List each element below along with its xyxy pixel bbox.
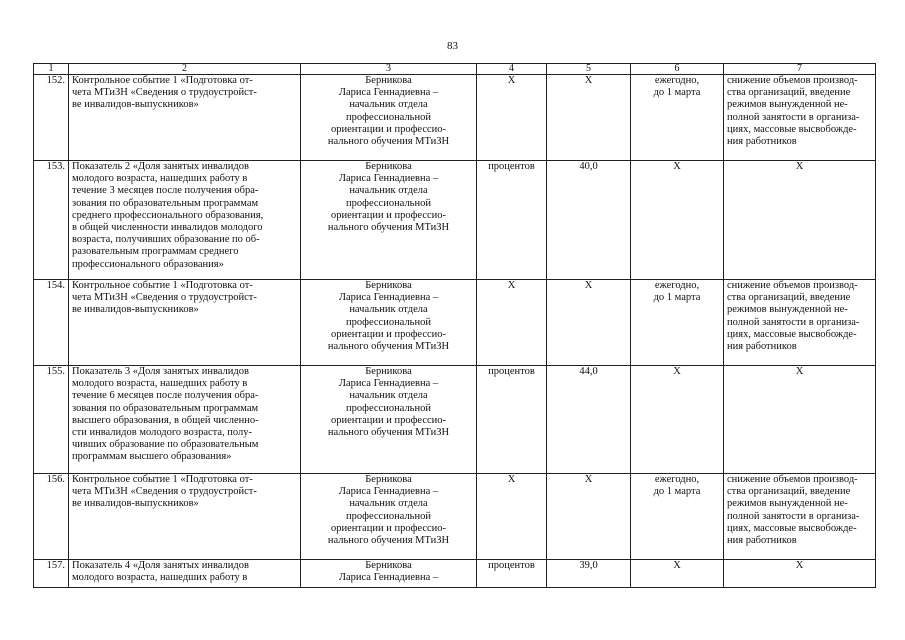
value: 39,0 bbox=[547, 560, 631, 588]
header-cell-3: 3 bbox=[301, 64, 477, 75]
responsible: Берникова Лариса Геннадиевна – начальник отдела профессиональной ориентации и профессио- нального обучения МТиЗН bbox=[301, 366, 477, 474]
risks: снижение объемов производ- ства организаций, введение режимов вынужденной не- полной занятости в организа- циях, массовые высвобожде- ния работников bbox=[724, 75, 876, 161]
table-row bbox=[34, 474, 876, 560]
header-cell-6: 6 bbox=[631, 64, 724, 75]
value: Х bbox=[547, 474, 631, 560]
header-cell-5: 5 bbox=[547, 64, 631, 75]
header-cell-4: 4 bbox=[477, 64, 547, 75]
table-row bbox=[34, 366, 876, 474]
table-row bbox=[34, 75, 876, 161]
indicator-name: Показатель 4 «Доля занятых инвалидов молодого возраста, нашедших работу в bbox=[69, 560, 301, 588]
risks: снижение объемов производ- ства организаций, введение режимов вынужденной не- полной занятости в организа- циях, массовые высвобожде- ния работников bbox=[724, 474, 876, 560]
row-number: 152. bbox=[34, 75, 69, 161]
unit: процентов bbox=[477, 560, 547, 588]
responsible: Берникова Лариса Геннадиевна – начальник отдела профессиональной ориентации и профессио- нального обучения МТиЗН bbox=[301, 161, 477, 280]
deadline: Х bbox=[631, 366, 724, 474]
header-cell-2: 2 bbox=[69, 64, 301, 75]
value: Х bbox=[547, 280, 631, 366]
table-row bbox=[34, 560, 876, 588]
indicator-name: Показатель 3 «Доля занятых инвалидов молодого возраста, нашедших работу в течение 6 месяцев после получения обра- зования по образовательным программам высшего образования, в общей численно- сти инвалидов молодого возраста, полу- чивших образование по образовательным программам высшего образования» bbox=[69, 366, 301, 474]
program-table bbox=[33, 63, 876, 588]
header-cell-7: 7 bbox=[724, 64, 876, 75]
unit: процентов bbox=[477, 161, 547, 280]
risks: Х bbox=[724, 366, 876, 474]
table-row bbox=[34, 161, 876, 280]
deadline: ежегодно, до 1 марта bbox=[631, 280, 724, 366]
row-number: 157. bbox=[34, 560, 69, 588]
responsible: Берникова Лариса Геннадиевна – начальник отдела профессиональной ориентации и профессио- нального обучения МТиЗН bbox=[301, 75, 477, 161]
responsible: Берникова Лариса Геннадиевна – начальник отдела профессиональной ориентации и профессио- нального обучения МТиЗН bbox=[301, 474, 477, 560]
event-name: Контрольное событие 1 «Подготовка от- чета МТиЗН «Сведения о трудоустройст- ве инвалидов-выпускников» bbox=[69, 75, 301, 161]
unit: процентов bbox=[477, 366, 547, 474]
deadline: Х bbox=[631, 560, 724, 588]
row-number: 155. bbox=[34, 366, 69, 474]
responsible: Берникова Лариса Геннадиевна – bbox=[301, 560, 477, 588]
deadline: Х bbox=[631, 161, 724, 280]
risks: Х bbox=[724, 560, 876, 588]
row-number: 154. bbox=[34, 280, 69, 366]
table-row bbox=[34, 280, 876, 366]
value: Х bbox=[547, 75, 631, 161]
page-number: 83 bbox=[447, 40, 458, 52]
value: 44,0 bbox=[547, 366, 631, 474]
deadline: ежегодно, до 1 марта bbox=[631, 474, 724, 560]
header-row bbox=[34, 64, 876, 75]
value: 40,0 bbox=[547, 161, 631, 280]
event-name: Контрольное событие 1 «Подготовка от- чета МТиЗН «Сведения о трудоустройст- ве инвалидов-выпускников» bbox=[69, 280, 301, 366]
indicator-name: Показатель 2 «Доля занятых инвалидов молодого возраста, нашедших работу в течение 3 месяцев после получения обра- зования по образовательным программам среднего профессионального образования, в общей численности инвалидов молодого возраста, получивших образование по об- разовательным программам среднего профессионального образования» bbox=[69, 161, 301, 280]
unit: Х bbox=[477, 280, 547, 366]
event-name: Контрольное событие 1 «Подготовка от- чета МТиЗН «Сведения о трудоустройст- ве инвалидов-выпускников» bbox=[69, 474, 301, 560]
row-number: 153. bbox=[34, 161, 69, 280]
unit: Х bbox=[477, 474, 547, 560]
responsible: Берникова Лариса Геннадиевна – начальник отдела профессиональной ориентации и профессио- нального обучения МТиЗН bbox=[301, 280, 477, 366]
row-number: 156. bbox=[34, 474, 69, 560]
risks: Х bbox=[724, 161, 876, 280]
risks: снижение объемов производ- ства организаций, введение режимов вынужденной не- полной занятости в организа- циях, массовые высвобожде- ния работников bbox=[724, 280, 876, 366]
deadline: ежегодно, до 1 марта bbox=[631, 75, 724, 161]
unit: Х bbox=[477, 75, 547, 161]
header-cell-1: 1 bbox=[34, 64, 69, 75]
